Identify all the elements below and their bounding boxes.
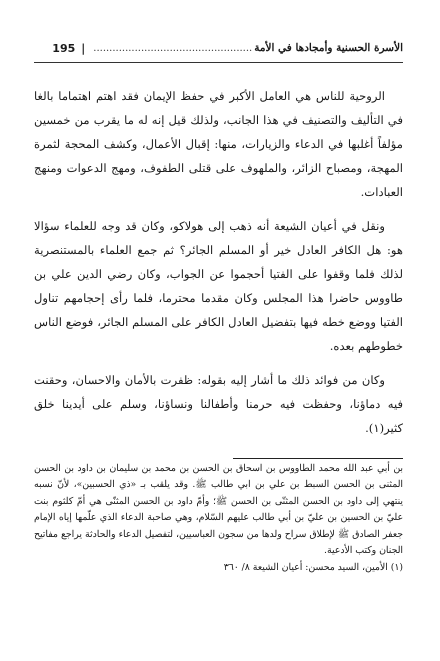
main-text <box>34 84 403 450</box>
paragraph-2: ونقل في أعيان الشيعة أنه ذهب إلى هولاكو، وكان قد وجه للعلماء سؤالا هو: هل الكافر العادل خير أو المسلم الجائر؟ ثم جمع العلماء بالمستنصرية لذلك فلما وقفوا على الفتيا أحجموا عن الجواب، وكان رضي الدين علي بن طاووس حاضرا هذا المجلس وكان مقدما محترما، فلما رأى إحجامهم تناول الفتيا ووضع خطه فيها بتفضيل العادل الكافر على المسلم الجائر، فوضع الناس خطوطهم بعده. <box>34 219 403 353</box>
running-header-title: الأسرة الحسنية وأمجادها في الأمة <box>254 42 403 54</box>
header-dot-leader: .................................................. <box>93 42 253 54</box>
header-separator: | <box>81 41 86 55</box>
page-number: 195 <box>52 41 76 55</box>
running-header <box>34 34 403 63</box>
footnote-continuation: بن أبي عبد الله محمد الطاووس بن اسحاق بن الحسن بن محمد بن سليمان بن داود بن الحسن المثنى بن الحسن السبط بن علي بن ابي طالب ﷺ. وقد يلقب بـ «ذي الحسبين»، لأنّ نسبه ينتهي إلى داود بن الحسن المثنّى بن الحسن ﷺ؛ وأمّ داود بن الحسن المثنّى هي أمّ كلثوم بنت عليّ بن الحسين بن عليّ بن أبي طالب عليهم السّلام، وهي صاحبة الدعاء الذي علّمها إياه الإمام جعفر الصادق ﷺ لإطلاق سراح ولدها من سجون العباسيين، لتفصيل الدعاء والحادثة يراجع مفاتيح الجنان وكتب الأدعية. <box>34 463 403 557</box>
paragraph-1: الروحية للناس هي العامل الأكبر في حفظ الإيمان فقد اهتم اهتماما بالغا في التأليف والتصنيف في هذا الجانب، ولذلك قيل إنه له ما يقرب من خمسين مؤلفاً أغلبها في الدعاء والزيارات، منها: إقبال الأعمال، وكشف المحجة لثمرة المهجة، ومصباح الزائر، والملهوف على قتلى الطفوف، ومهج الدعوات ومنهج العبادات. <box>34 89 403 199</box>
footnote-rule <box>233 458 403 459</box>
paragraph-3: وكان من فوائد ذلك ما أشار إليه بقوله: ظفرت بالأمان والاحسان، وحقنت فيه دماؤنا، وحفظت فيه حرمنا وأطفالنا ونساؤنا، وسلم على أيدينا خلق كثير(١). <box>34 373 403 435</box>
footnotes <box>34 461 403 577</box>
footnote-1: (١) الأمين، السيد محسن: أعيان الشيعة ٨/ ٣٦٠ <box>223 562 403 574</box>
